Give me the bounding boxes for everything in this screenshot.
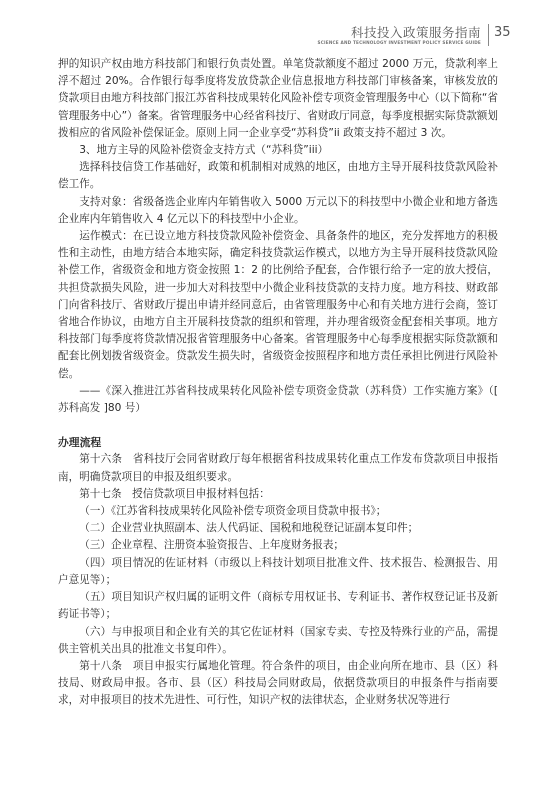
source-citation: ——《深入推进江苏省科技成果转化风险补偿专项资金贷款（苏科贷）工作实施方案》（[ 苏科高发 ]80 号） <box>58 384 498 415</box>
paragraph-support-target: 支持对象：省级备选企业库内年销售收入 5000 万元以下的科技型中小微企业和地方备选企业库内年销售收入 4 亿元以下的科技型中小企业。 <box>58 195 498 225</box>
list-item: 第十八条 项目申报实行属地化管理。符合条件的项目，由企业向所在地市、县（区）科技局、财政局申报。各市、县（区）科技局会同财政局，依据贷款项目的申报条件与指南要求，对申报项目的技术先进性、可行性，知识产权的法律状态，企业财务状况等进行 <box>58 659 498 707</box>
paragraph-continuation: 押的知识产权由地方科技部门和银行负责处置。单笔贷款额度不超过 2000 万元，贷款利率上浮不超过 20%。合作银行每季度将发放贷款企业信息报地方科技部门审核备案，审核发放的贷款项目由地方科技部门报江苏省科技成果转化风险补偿专项资金管理服务中心（以下简称“省管理服务中心”）备案。省管理服务中心经省科技厅、省财政厅同意，每季度根据实际贷款额划拨相应的省风险补偿保证金。原则上同一企业享受“苏科贷”ii 政策支持不超过 3 次。 <box>58 58 498 139</box>
header-title: 科技投入政策服务指南 <box>350 25 481 40</box>
list-item: （四）项目情况的佐证材料（市级以上科技计划项目批准文件、技术报告、检测报告、用户意见等）； <box>58 556 498 586</box>
page-body <box>58 56 498 710</box>
list-item: （二）企业营业执照副本、法人代码证、国税和地税登记证副本复印件； <box>79 522 419 535</box>
subsection-heading: 3、地方主导的风险补偿资金支持方式（“苏科贷”iii） <box>79 144 329 157</box>
paragraph-operation-mode: 运作模式：在已设立地方科技贷款风险补偿资金、具备条件的地区，充分发挥地方的积极性和主动性，由地方结合本地实际，确定科技贷款运作模式，以地方为主导开展科技贷款风险补偿工作，省级资金和地方资金按照 1：2 的比例给予配套，合作银行给予一定的放大授信，共担贷款损失风险，进一步加大对科技型中小微企业科技贷款的支持力度。地方科技、财政部门向省科技厅、省财政厅提出申请并经同意后，由省管理服务中心和有关地方进行会商，签订省地合作协议，由地方自主开展科技贷款的组织和管理，并办理省级资金配套相关事项。地方科技部门每季度将贷款情况报省管理服务中心备案。省管理服务中心每季度根据实际贷款额和配套比例划拨省级资金。贷款发生损失时，省级资金按照程序和地方责任承担比例进行风险补偿。 <box>58 230 498 380</box>
list-item: （三）企业章程、注册资本验资报告、上年度财务报表； <box>79 539 345 552</box>
header-subtitle: SCIENCE AND TECHNOLOGY INVESTMENT POLICY SERVICE GUIDE <box>317 40 481 45</box>
list-item: （五）项目知识产权归属的证明文件（商标专用权证书、专利证书、著作权登记证书及新药证书等）； <box>58 591 498 621</box>
list-item: 第十七条 授信贷款项目申报材料包括： <box>79 487 270 500</box>
page-number: 35 <box>494 25 511 40</box>
paragraph: 选择科技信贷工作基础好，政策和机制相对成熟的地区，由地方主导开展科技贷款风险补偿工作。 <box>58 161 498 191</box>
list-item: 第十六条 省科技厅会同省财政厅每年根据省科技成果转化重点工作发布贷款项目申报指南，明确贷款项目的申报及组织要求。 <box>58 453 498 483</box>
list-item: （六）与申报项目和企业有关的其它佐证材料（国家专卖、专控及特殊行业的产品，需提供主管机关出具的批准文书复印件）。 <box>58 625 498 655</box>
list-item: （一）《江苏省科技成果转化风险补偿专项资金项目贷款申报书》； <box>79 505 387 518</box>
header-divider <box>488 24 489 46</box>
section-heading: 办理流程 <box>58 436 102 450</box>
page-header <box>0 0 536 50</box>
